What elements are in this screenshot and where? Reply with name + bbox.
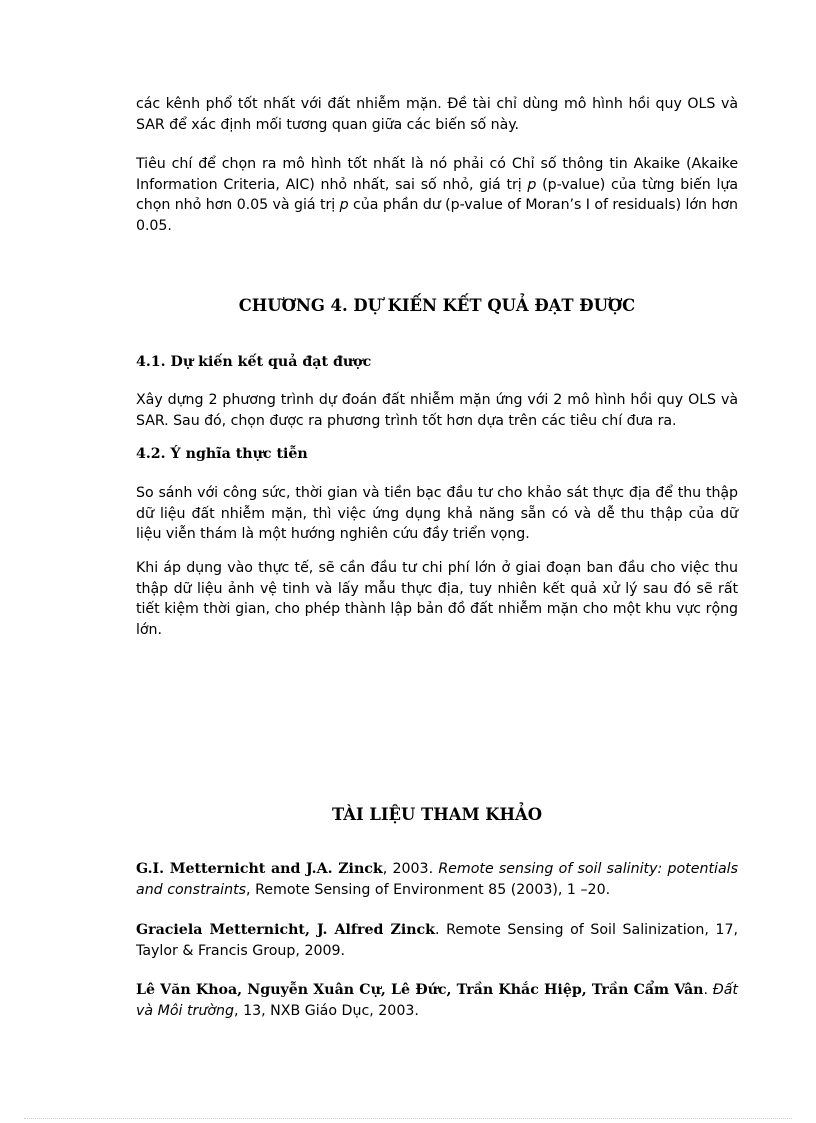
chapter-title: CHƯƠNG 4. DỰ KIẾN KẾT QUẢ ĐẠT ĐƯỢC xyxy=(238,296,636,315)
reference-authors: G.I. Metternicht and J.A. Zinck xyxy=(136,861,383,877)
reference-item-2 xyxy=(136,920,738,961)
paragraph-text: các kênh phổ tốt nhất với đất nhiễm mặn. Đề tài chỉ dùng mô hình hồi quy OLS và SAR để xác định mối tương quan giữa các biến số này. xyxy=(136,96,738,133)
reference-source: , 13, NXB Giáo Dục, 2003. xyxy=(234,1002,419,1019)
page-bottom-rule xyxy=(24,1118,792,1119)
paragraph-text xyxy=(136,154,738,236)
reference-authors: Lê Văn Khoa, Nguyễn Xuân Cự, Lê Đức, Trần Khắc Hiệp, Trần Cẩm Vân xyxy=(136,982,704,998)
reference-source: , Remote Sensing of Environment 85 (2003), 1 –20. xyxy=(246,881,611,898)
reference-text xyxy=(136,980,738,1021)
reference-authors: Graciela Metternicht, J. Alfred Zinck xyxy=(136,922,435,938)
section-4-2-body-2 xyxy=(136,558,738,640)
reference-source: . Remote Sensing of Soil Salinization, 17, Taylor & Francis Group, 2009. xyxy=(136,922,738,959)
text-run: (p-value) của từng biến lựa chọn nhỏ hơn 0.05 và giá trị xyxy=(136,176,738,214)
paragraph-intro xyxy=(136,94,738,135)
reference-year: , 2003. xyxy=(382,861,439,877)
italic-p: p xyxy=(339,197,349,214)
reference-text xyxy=(136,920,738,961)
section-heading: 4.2. Ý nghĩa thực tiễn xyxy=(136,446,308,462)
paragraph-text: So sánh với công sức, thời gian và tiền bạc đầu tư cho khảo sát thực địa để thu thập dữ liệu đất nhiễm mặn, thì việc ứng dụng khả năng sẵn có và dễ thu thập của dữ liệu viễn thám là một hướng nghiên cứu đầy triển vọng. xyxy=(136,485,738,543)
italic-p: p xyxy=(527,176,537,193)
section-4-2-body-1 xyxy=(136,483,738,545)
section-4-1-body xyxy=(136,390,738,431)
reference-title: Remote sensing of soil salinity: potentials and constraints xyxy=(136,861,738,898)
text-run: của phần dư (p-value of Moran’s I of residuals) lớn hơn 0.05. xyxy=(136,197,738,234)
section-4-1 xyxy=(136,354,738,370)
reference-text xyxy=(136,859,738,900)
references-title: TÀI LIỆU THAM KHẢO xyxy=(331,805,543,824)
section-4-2 xyxy=(136,446,738,462)
section-heading: 4.1. Dự kiến kết quả đạt được xyxy=(136,354,372,370)
text-run: Tiêu chí để chọn ra mô hình tốt nhất là nó phải có Chỉ số thông tin Akaike (Akaike Information Criteria, AIC) nhỏ nhất, sai số nhỏ, giá trị xyxy=(136,156,738,193)
paragraph-text: Khi áp dụng vào thực tế, sẽ cần đầu tư chi phí lớn ở giai đoạn ban đầu cho việc thu thập dữ liệu ảnh vệ tinh và lấy mẫu thực địa, tuy nhiên kết quả xử lý sau đó sẽ rất tiết kiệm thời gian, cho phép thành lập bản đồ đất nhiễm mặn cho một khu vực rộng lớn. xyxy=(136,560,738,638)
reference-separator: . xyxy=(703,982,713,998)
paragraph-text: Xây dựng 2 phương trình dự đoán đất nhiễm mặn ứng với 2 mô hình hồi quy OLS và SAR. Sau đó, chọn được ra phương trình tốt hơn dựa trên các tiêu chí đưa ra. xyxy=(136,392,738,429)
paragraph-criteria xyxy=(136,154,738,236)
reference-item-3 xyxy=(136,980,738,1021)
reference-item-1 xyxy=(136,859,738,900)
reference-title: Đất và Môi trường xyxy=(136,982,738,1019)
